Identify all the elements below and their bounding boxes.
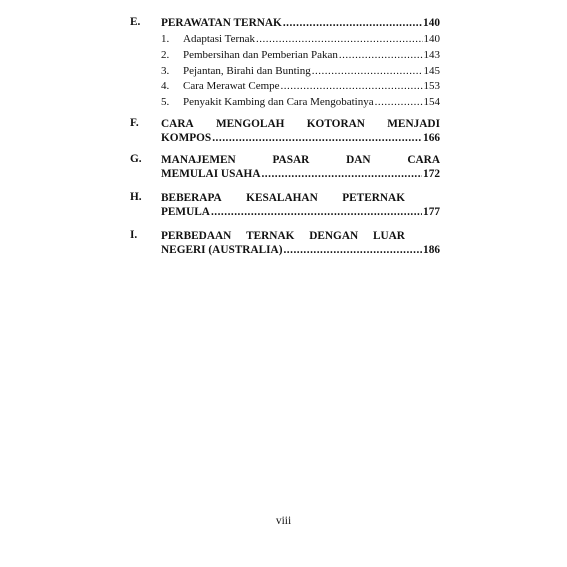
subitem-title: Penyakit Kambing dan Cara Mengobatinya (183, 96, 374, 108)
page-number: 172 (423, 168, 440, 180)
section-letter: I. (130, 229, 138, 241)
subitem-number: 2. (161, 49, 170, 61)
page-number: 153 (423, 80, 440, 92)
title-word: LUAR (372, 230, 405, 242)
section-letter: E. (130, 16, 141, 28)
toc-subitem[interactable] (161, 95, 440, 109)
title-word: DAN (346, 154, 371, 166)
leader-dots (256, 32, 422, 46)
title-word: TERNAK (246, 230, 295, 242)
section-title-line[interactable] (161, 153, 440, 181)
leader-dots (281, 79, 423, 93)
page-number: 154 (423, 96, 440, 108)
section-title: PERAWATAN TERNAK (161, 17, 282, 29)
leader-dots (211, 205, 422, 219)
toc-subitem[interactable] (161, 64, 440, 78)
subitem-title: Cara Merawat Cempe (183, 80, 280, 92)
section-title: MEMULAI USAHA (161, 168, 261, 180)
toc-subitem[interactable] (161, 48, 440, 62)
subitem-title: Pembersihan dan Pemberian Pakan (183, 49, 338, 61)
page-number: 145 (423, 65, 440, 77)
page-number: 140 (423, 17, 440, 29)
section-title: KOMPOS (161, 132, 212, 144)
page-number: 177 (423, 206, 440, 218)
leader-dots (283, 243, 422, 257)
subitem-number: 3. (161, 65, 170, 77)
leader-dots (283, 16, 422, 30)
section-title-line[interactable] (161, 16, 440, 30)
subitem-title: Adaptasi Ternak (183, 33, 256, 45)
page-number: 143 (423, 49, 440, 61)
leader-dots (261, 167, 422, 181)
page-number: 140 (423, 33, 440, 45)
title-word: KOTORAN (306, 118, 365, 130)
section-title-line[interactable] (161, 191, 440, 219)
leader-dots (339, 48, 423, 62)
title-word: CARA (161, 118, 194, 130)
section-letter: F. (130, 117, 139, 129)
section-title: PEMULA (161, 206, 210, 218)
toc-subitem[interactable] (161, 79, 440, 93)
page-number: 186 (423, 244, 440, 256)
section-letter: G. (130, 153, 142, 165)
leader-dots (312, 64, 423, 78)
section-title-line[interactable] (161, 229, 440, 257)
title-word: PETERNAK (342, 192, 405, 204)
subitem-number: 1. (161, 33, 170, 45)
title-word: DENGAN (309, 230, 359, 242)
section-title: NEGERI (AUSTRALIA) (161, 244, 283, 256)
page-footer-number: viii (275, 515, 292, 527)
title-word: BEBERAPA (161, 192, 222, 204)
page-number: 166 (423, 132, 440, 144)
title-word: MENGOLAH (215, 118, 285, 130)
section-letter: H. (130, 191, 142, 203)
title-word: PERBEDAAN (161, 230, 232, 242)
leader-dots (375, 95, 423, 109)
section-title-line[interactable] (161, 117, 440, 145)
title-word: KESALAHAN (246, 192, 318, 204)
subitem-title: Pejantan, Birahi dan Bunting (183, 65, 311, 77)
subitem-number: 4. (161, 80, 170, 92)
title-word: PASAR (272, 154, 310, 166)
title-word: MANAJEMEN (161, 154, 236, 166)
leader-dots (212, 131, 422, 145)
title-word: MENJADI (387, 118, 440, 130)
subitem-number: 5. (161, 96, 170, 108)
toc-subitem[interactable] (161, 32, 440, 46)
title-word: CARA (407, 154, 440, 166)
